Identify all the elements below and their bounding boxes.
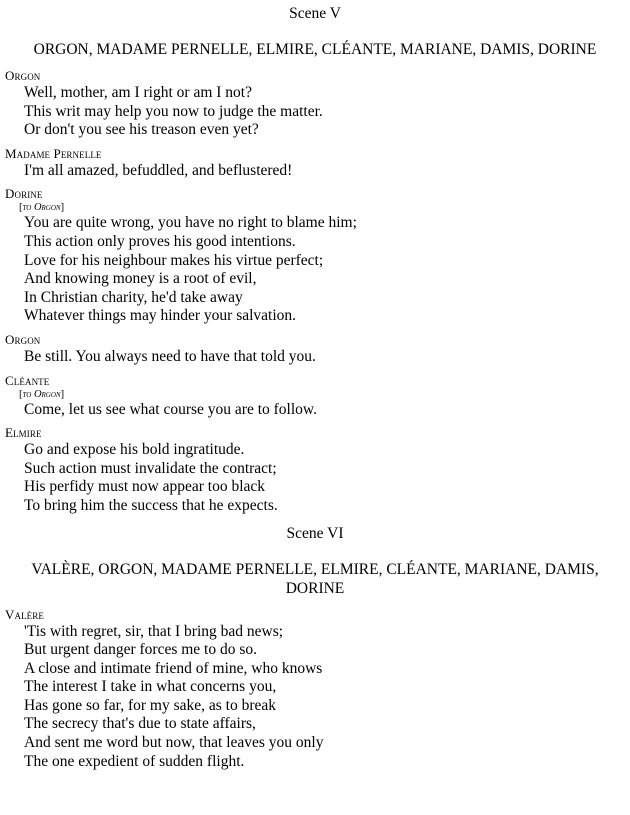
verse-line: A close and intimate friend of mine, who knows [24, 659, 323, 677]
speech-lines [24, 348, 630, 367]
verse-line: And knowing money is a root of evil, [24, 270, 257, 288]
verse-line: Whatever things may hinder your salvation. [24, 307, 297, 325]
verse-line: Or don't you see his treason even yet? [24, 121, 259, 139]
speech-lines [24, 441, 630, 515]
stage-direction: [to Orgon] [19, 202, 65, 214]
speaker-name: Orgon [5, 331, 41, 347]
verse-line: His perfidy must now appear too black [24, 478, 266, 496]
speech-lines [24, 401, 630, 420]
speaker-name: Madame Pernelle [5, 145, 102, 161]
verse-line: 'Tis with regret, sir, that I bring bad news; [24, 622, 284, 640]
stage-direction-text: to Orgon [22, 202, 61, 214]
verse-line: But urgent danger forces me to do so. [24, 641, 258, 659]
speech-lines [24, 623, 630, 772]
verse-line: The interest I take in what concerns you, [24, 678, 277, 696]
verse-line: I'm all amazed, befuddled, and beflustered! [24, 161, 293, 179]
scene-title: Scene VI [286, 524, 344, 542]
verse-line: Be still. You always need to have that told you. [24, 347, 316, 365]
stage-direction: [to Orgon] [19, 388, 65, 400]
speech-lines [24, 214, 630, 326]
stage-direction-text: to Orgon [22, 388, 61, 400]
speaker-name: Dorine [5, 186, 43, 202]
verse-line: In Christian charity, he'd take away [24, 288, 243, 306]
verse-line: Has gone so far, for my sake, as to break [24, 696, 277, 714]
speaker-name: Elmire [5, 425, 42, 441]
speech-orgon [5, 331, 630, 367]
verse-line: Go and expose his bold ingratitude. [24, 441, 245, 459]
verse-line: This action only proves his good intentions. [24, 232, 296, 250]
verse-line: This writ may help you now to judge the matter. [24, 102, 323, 120]
verse-line: The one expedient of sudden flight. [24, 752, 245, 770]
scene-cast: VALÈRE, ORGON, MADAME PERNELLE, ELMIRE, CLÉANTE, MARIANE, DAMIS, DORINE [31, 560, 599, 597]
speech-cleante [5, 372, 630, 420]
speech-madame-pernelle [5, 145, 630, 181]
verse-line: Love for his neighbour makes his virtue perfect; [24, 251, 324, 269]
speech-lines [24, 162, 630, 181]
speech-orgon [5, 67, 630, 140]
verse-line: The secrecy that's due to state affairs, [24, 715, 256, 733]
verse-line: And sent me word but now, that leaves you only [24, 734, 324, 752]
speech-valere [5, 606, 630, 772]
speaker-name: Cléante [5, 372, 50, 388]
scene-cast: ORGON, MADAME PERNELLE, ELMIRE, CLÉANTE, MARIANE, DAMIS, DORINE [33, 41, 597, 58]
verse-line: You are quite wrong, you have no right to blame him; [24, 214, 357, 232]
speech-lines [24, 84, 630, 140]
scene-title: Scene V [289, 5, 341, 22]
speech-elmire [5, 424, 630, 515]
verse-line: Come, let us see what course you are to follow. [24, 400, 317, 418]
speaker-name: Valère [5, 606, 44, 622]
verse-line: To bring him the success that he expects. [24, 496, 278, 514]
verse-line: Such action must invalidate the contract; [24, 459, 277, 477]
speaker-name: Orgon [5, 68, 41, 83]
speech-dorine [5, 185, 630, 326]
verse-line: Well, mother, am I right or am I not? [24, 84, 252, 101]
